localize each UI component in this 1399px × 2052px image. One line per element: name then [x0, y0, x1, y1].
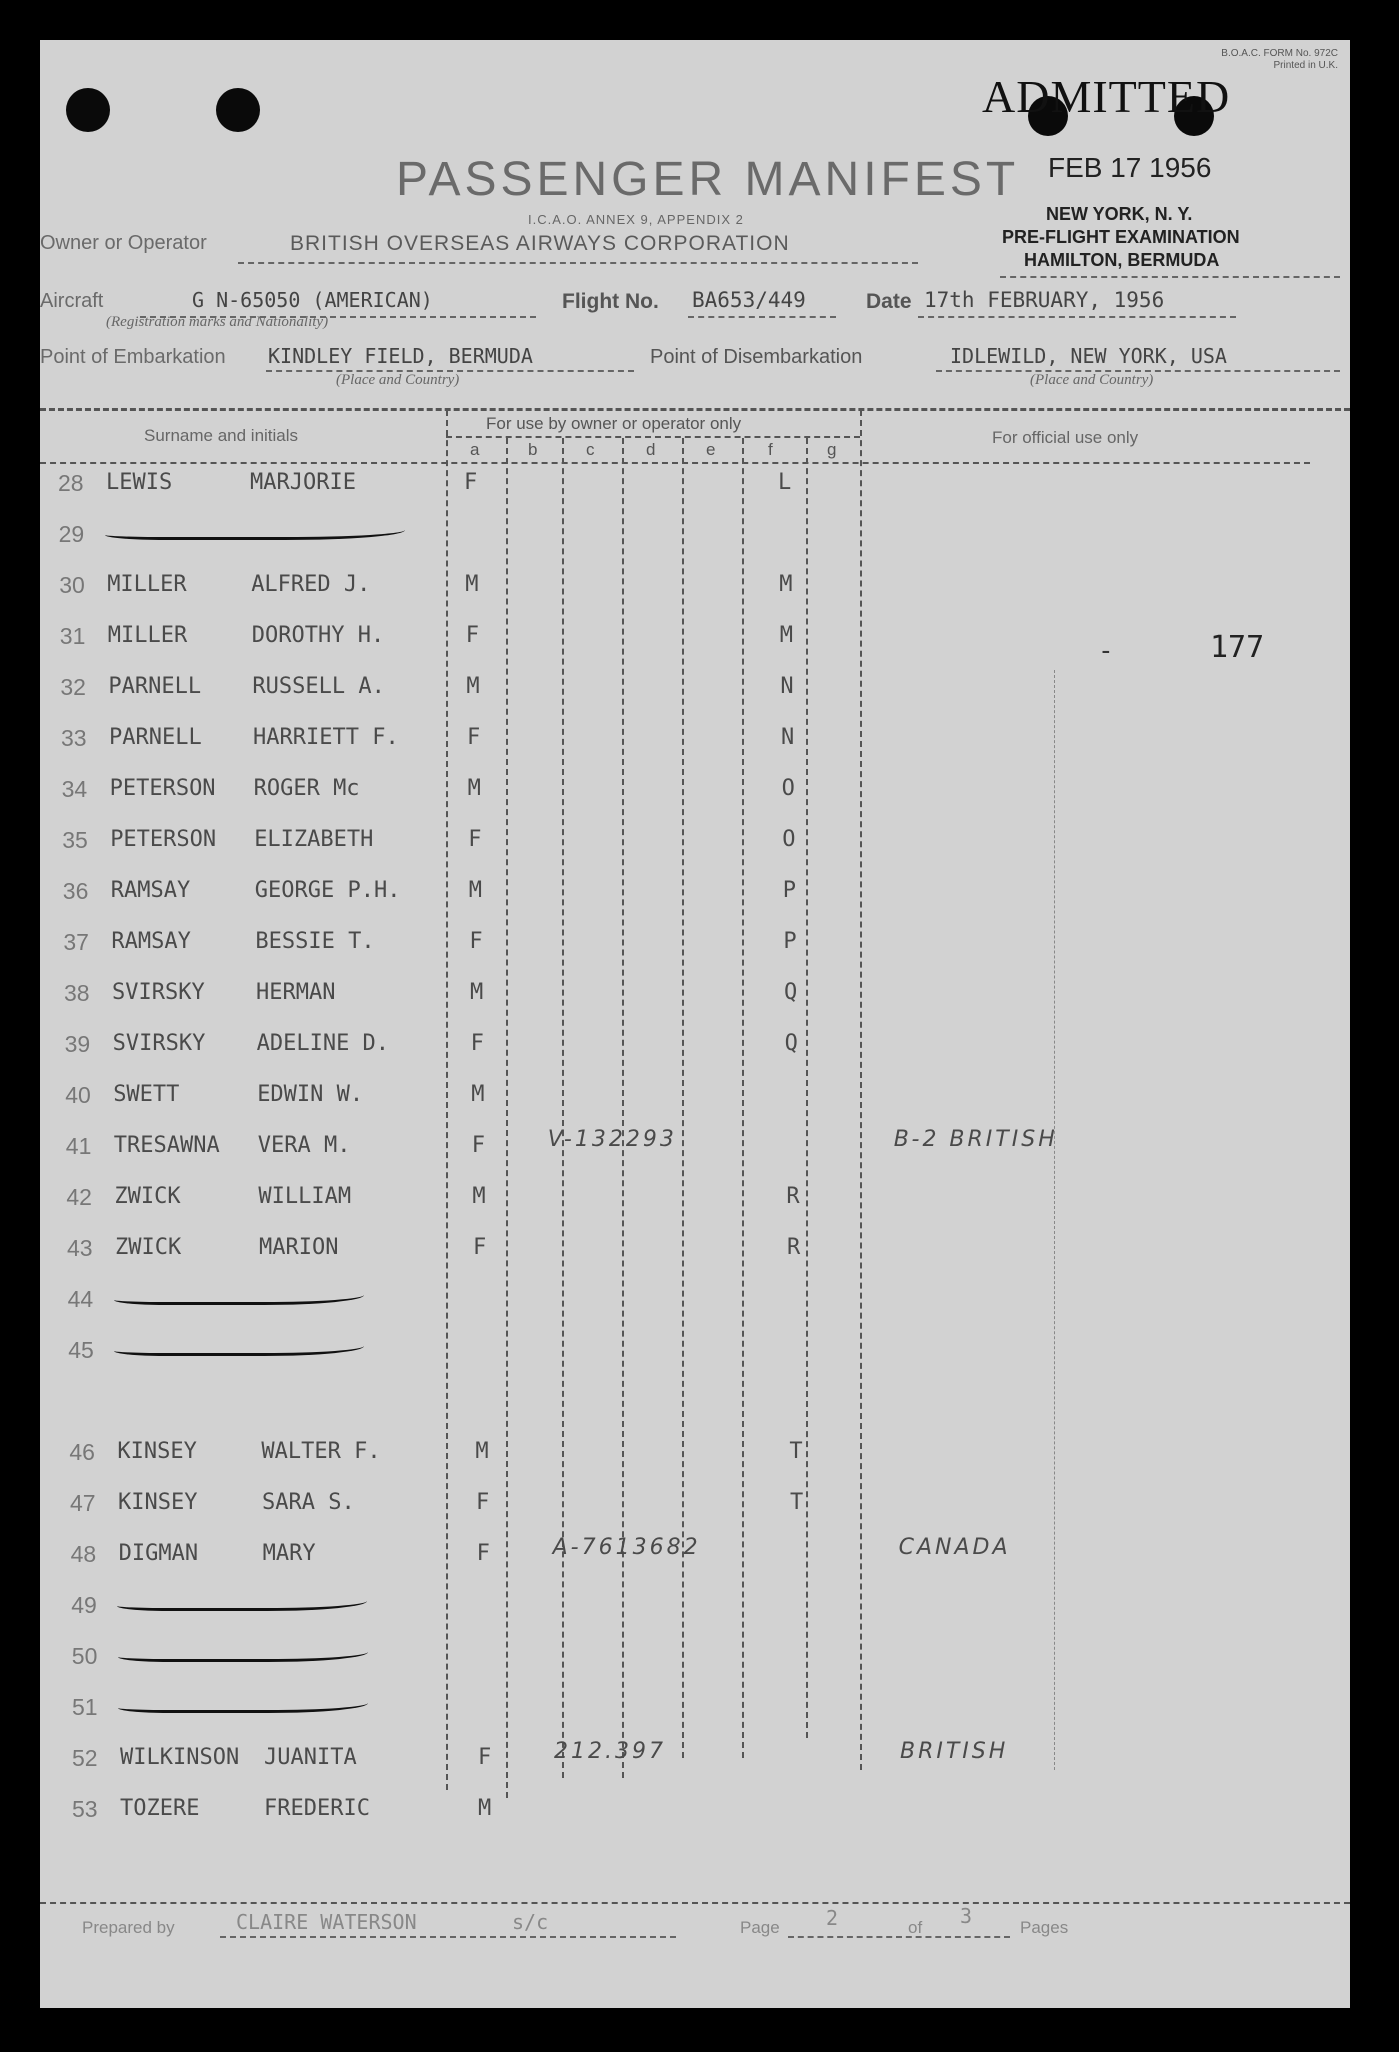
row-number: 46 [69, 1439, 95, 1465]
date-value: 17th FEBRUARY, 1956 [924, 288, 1165, 312]
passenger-surname: SVIRSKY [112, 1031, 206, 1056]
passenger-given-name: MARJORIE [250, 470, 356, 495]
page-title: PASSENGER MANIFEST [396, 153, 1020, 206]
column-header-official-use: For official use only [992, 428, 1139, 447]
table-row [40, 464, 1350, 504]
passenger-given-name: HARRIETT F. [253, 725, 399, 750]
passenger-given-name: ADELINE D. [256, 1031, 390, 1056]
table-row [40, 1637, 1350, 1677]
date-label: Date [866, 290, 912, 313]
table-row [40, 923, 1350, 963]
handwritten-document-number: V-132293 [547, 1127, 677, 1152]
table-row [40, 1229, 1350, 1269]
of-label: of [908, 1918, 923, 1937]
passenger-surname: WILKINSON [120, 1745, 240, 1770]
aircraft-note: (Registration marks and Nationality) [106, 314, 329, 330]
passenger-surname: DIGMAN [118, 1541, 199, 1566]
subcolumn-header-1: b [528, 440, 538, 459]
row-number: 42 [66, 1184, 92, 1210]
stamp-city: NEW YORK, N. Y. [1046, 204, 1193, 224]
row-number: 44 [67, 1286, 94, 1312]
passenger-code-f: P [783, 929, 797, 954]
table-row [40, 1586, 1350, 1626]
passenger-given-name: HERMAN [256, 980, 336, 1005]
row-number: 29 [58, 521, 85, 547]
pages-label: Pages [1020, 1918, 1069, 1937]
passenger-given-name: ELIZABETH [254, 827, 374, 852]
passenger-surname: KINSEY [118, 1490, 198, 1515]
passenger-given-name: ALFRED J. [251, 572, 371, 597]
table-row [40, 719, 1350, 759]
subcolumn-header-5: f [768, 440, 773, 459]
passenger-given-name: ROGER Mc [253, 776, 360, 801]
column-header-owner-use: For use by owner or operator only [486, 414, 742, 433]
table-row [40, 515, 1350, 555]
prepared-by-label: Prepared by [82, 1918, 175, 1937]
passenger-given-name: WILLIAM [258, 1184, 352, 1209]
table-row [40, 1433, 1350, 1473]
passenger-sex: F [465, 623, 480, 648]
passenger-sex: F [469, 929, 483, 954]
passenger-surname: RAMSAY [110, 878, 191, 903]
passenger-sex: M [465, 572, 479, 597]
table-row [40, 1790, 1350, 1830]
passenger-code-f: Q [784, 980, 798, 1005]
passenger-given-name: GEORGE P.H. [254, 878, 401, 903]
row-number: 53 [72, 1796, 98, 1822]
row-number: 32 [60, 674, 86, 700]
passenger-code-f: T [789, 1439, 803, 1464]
table-row [40, 1178, 1350, 1218]
disembarkation-label: Point of Disembarkation [650, 346, 863, 368]
handwritten-document-number: 212.397 [554, 1739, 666, 1764]
table-row [40, 617, 1350, 657]
row-number: 50 [71, 1643, 98, 1669]
official-count: 177 [1210, 630, 1265, 665]
passenger-sex: F [464, 470, 478, 495]
passenger-code-f: R [787, 1235, 801, 1260]
strike-through-line [114, 1280, 364, 1305]
table-row [40, 1331, 1350, 1371]
passenger-sex: F [473, 1235, 487, 1260]
passenger-sex: M [470, 980, 484, 1005]
embarkation-value: KINDLEY FIELD, BERMUDA [268, 344, 533, 368]
passenger-code-f: Q [784, 1031, 798, 1056]
passenger-surname: PARNELL [109, 725, 202, 750]
passenger-code-f: N [781, 725, 795, 750]
passenger-code-f: P [782, 878, 797, 903]
passenger-given-name: MARION [259, 1235, 339, 1260]
stamp-location: HAMILTON, BERMUDA [1024, 250, 1220, 270]
passenger-surname: TOZERE [120, 1796, 200, 1821]
row-number: 35 [62, 827, 88, 853]
passenger-surname: TRESAWNA [113, 1133, 220, 1158]
table-row [40, 1739, 1350, 1779]
row-number: 28 [58, 470, 84, 496]
passenger-given-name: DOROTHY H. [251, 623, 385, 648]
handwritten-nationality: B-2 BRITISH [893, 1127, 1058, 1152]
official-dash: - [1098, 636, 1114, 666]
passenger-surname: PETERSON [109, 776, 216, 801]
table-row [40, 1280, 1350, 1320]
page-label: Page [740, 1918, 780, 1937]
passenger-sex: M [478, 1796, 492, 1821]
form-number: B.O.A.C. FORM No. 972C [1221, 48, 1338, 59]
passenger-surname: KINSEY [117, 1439, 197, 1464]
table-row [40, 566, 1350, 606]
passenger-given-name: JUANITA [264, 1745, 357, 1770]
subcolumn-header-4: e [706, 440, 716, 459]
passenger-surname: LEWIS [106, 470, 173, 495]
table-row [40, 1127, 1350, 1167]
passenger-sex: M [475, 1439, 489, 1464]
manifest-page [40, 40, 1350, 2008]
passenger-given-name: EDWIN W. [257, 1082, 364, 1107]
passenger-sex: M [471, 1082, 485, 1107]
column-header-name: Surname and initials [144, 426, 299, 445]
strike-through-line [105, 515, 405, 540]
passenger-sex: F [476, 1541, 490, 1566]
passenger-sex: M [468, 878, 483, 903]
row-number: 47 [70, 1490, 96, 1516]
passenger-surname: PETERSON [110, 827, 217, 852]
passenger-given-name: BESSIE T. [255, 929, 375, 954]
table-row [40, 1688, 1350, 1728]
row-number: 51 [72, 1694, 98, 1720]
row-number: 34 [61, 776, 88, 802]
aircraft-label: Aircraft [40, 290, 104, 312]
flight-label: Flight No. [562, 290, 659, 313]
row-number: 38 [64, 980, 90, 1006]
passenger-sex: M [466, 674, 480, 699]
punch-hole [216, 88, 260, 132]
passenger-given-name: RUSSELL A. [252, 674, 385, 699]
table-row [40, 1025, 1350, 1065]
admitted-stamp: ADMITTED [982, 71, 1231, 122]
passenger-code-f: M [779, 572, 793, 597]
passenger-code-f: T [790, 1490, 804, 1515]
row-number: 43 [67, 1235, 93, 1261]
passenger-given-name: MARY [262, 1541, 316, 1566]
owner-label: Owner or Operator [40, 232, 207, 254]
subcolumn-header-0: a [470, 440, 480, 459]
owner-value: BRITISH OVERSEAS AIRWAYS CORPORATION [290, 232, 790, 255]
handwritten-document-number: A-7613682 [552, 1535, 701, 1560]
table-row [40, 770, 1350, 810]
passenger-surname: SWETT [113, 1082, 180, 1107]
passenger-surname: MILLER [107, 572, 187, 597]
passenger-sex: F [467, 725, 481, 750]
passenger-surname: ZWICK [115, 1235, 182, 1260]
passenger-code-f: L [778, 470, 792, 495]
passenger-sex: F [476, 1490, 490, 1515]
form-print-note: Printed in U.K. [1273, 60, 1338, 71]
disembarkation-note: (Place and Country) [1030, 372, 1154, 388]
row-number: 37 [63, 929, 89, 955]
passenger-sex: F [478, 1745, 492, 1770]
table-row [40, 1484, 1350, 1524]
strike-through-line [114, 1331, 364, 1356]
passenger-given-name: SARA S. [262, 1490, 355, 1515]
passenger-given-name: VERA M. [257, 1133, 351, 1158]
disembarkation-value: IDLEWILD, NEW YORK, USA [950, 344, 1227, 368]
handwritten-nationality: BRITISH [900, 1739, 1009, 1764]
passenger-code-f: N [780, 674, 794, 699]
subcolumn-header-6: g [827, 440, 837, 459]
row-number: 41 [65, 1133, 92, 1159]
embarkation-label: Point of Embarkation [40, 346, 226, 368]
subcolumn-header-3: d [646, 440, 656, 459]
passenger-surname: RAMSAY [111, 929, 191, 954]
passenger-sex: M [472, 1184, 486, 1209]
row-number: 49 [71, 1592, 97, 1618]
row-number: 40 [65, 1082, 91, 1108]
table-row [40, 872, 1350, 912]
passenger-surname: MILLER [107, 623, 188, 648]
stamp-date: FEB 17 1956 [1048, 152, 1212, 183]
passenger-sex: F [468, 827, 482, 852]
form-reference [1221, 48, 1338, 72]
row-number: 45 [68, 1337, 94, 1363]
page-subtitle: I.C.A.O. ANNEX 9, APPENDIX 2 [528, 212, 744, 227]
passenger-sex: F [470, 1031, 484, 1056]
table-row [40, 1076, 1350, 1116]
passenger-surname: SVIRSKY [112, 980, 205, 1005]
subcolumn-header-2: c [586, 440, 595, 459]
table-row [40, 974, 1350, 1014]
table-row [40, 1535, 1350, 1575]
passenger-given-name: WALTER F. [261, 1439, 381, 1464]
flight-number: BA653/449 [692, 288, 806, 312]
row-number: 31 [59, 623, 86, 649]
embarkation-note: (Place and Country) [336, 372, 460, 388]
strike-through-line [117, 1586, 367, 1611]
page-total: 3 [960, 1904, 973, 1928]
table-row [40, 668, 1350, 708]
strike-through-line [118, 1637, 368, 1662]
row-number: 48 [70, 1541, 97, 1567]
table-row [40, 1382, 1350, 1422]
punch-hole [66, 88, 110, 132]
row-number: 33 [61, 725, 87, 751]
page-number: 2 [826, 1906, 839, 1930]
handwritten-nationality: CANADA [898, 1535, 1011, 1560]
prepared-by-suffix: s/c [512, 1910, 549, 1934]
passenger-given-name: FREDERIC [264, 1796, 370, 1821]
passenger-surname: PARNELL [108, 674, 202, 699]
passenger-code-f: M [779, 623, 794, 648]
prepared-by-value: CLAIRE WATERSON [236, 1910, 417, 1934]
row-number: 39 [64, 1031, 91, 1057]
passenger-code-f: O [782, 827, 796, 852]
passenger-sex: F [471, 1133, 486, 1158]
strike-through-line [118, 1688, 368, 1713]
stamp-exam: PRE-FLIGHT EXAMINATION [1002, 227, 1240, 247]
passenger-code-f: O [781, 776, 795, 801]
row-number: 36 [62, 878, 89, 904]
passenger-surname: ZWICK [114, 1184, 181, 1209]
table-row [40, 821, 1350, 861]
row-number: 52 [72, 1745, 98, 1771]
aircraft-value: G N-65050 (AMERICAN) [192, 288, 433, 312]
row-number: 30 [59, 572, 85, 598]
passenger-code-f: R [786, 1184, 800, 1209]
passenger-sex: M [467, 776, 481, 801]
